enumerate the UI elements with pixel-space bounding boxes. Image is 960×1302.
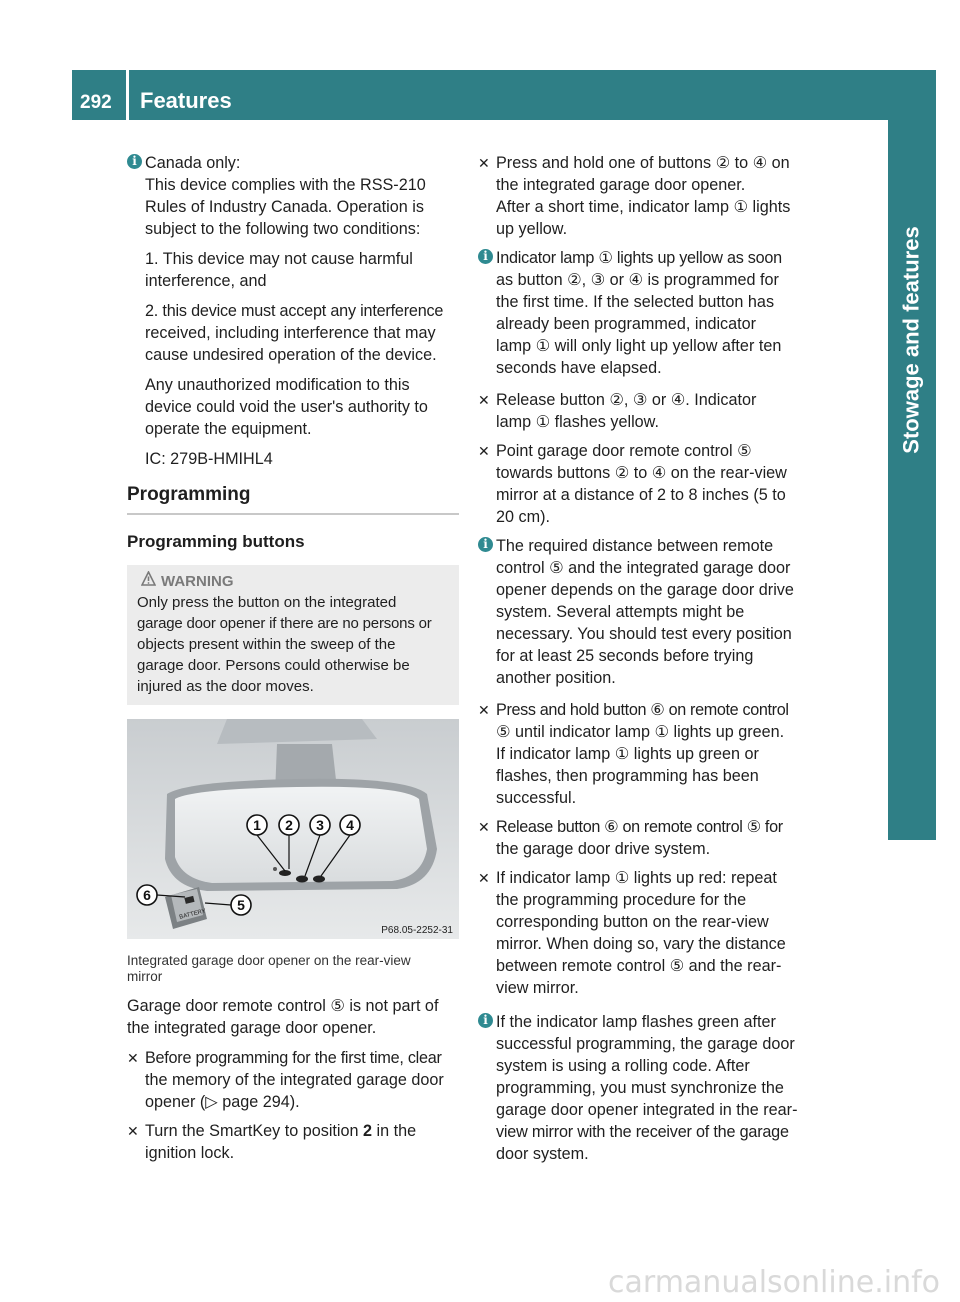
right-column — [478, 152, 810, 1175]
text-line: view mirror with the receiver of the garage — [496, 1123, 789, 1141]
text-line: This device complies with the RSS-210 — [145, 176, 426, 194]
text-line: programming, you must synchronize the — [496, 1079, 784, 1097]
text-line: opener depends on the garage door drive — [496, 581, 794, 599]
text-line: corresponding button on the rear-view — [496, 913, 769, 931]
step-arrow-icon: ✕ — [478, 392, 490, 408]
text-line: another position. — [496, 669, 616, 687]
text-line: door system. — [496, 1145, 589, 1163]
callout-4: 4 — [346, 817, 354, 833]
text-line: Release button ②, ③ or ④. Indicator — [496, 391, 757, 409]
step-arrow-icon: ✕ — [478, 702, 490, 718]
text-line: Press and hold one of buttons ② to ④ on — [496, 154, 790, 172]
text-line: for at least 25 seconds before trying — [496, 647, 754, 665]
section-title: Features — [140, 88, 232, 113]
step-release-remote — [478, 816, 810, 860]
callout-1: 1 — [253, 817, 261, 833]
step-press-hold — [478, 152, 810, 240]
text-line: Indicator lamp ① lights up yellow as soon — [496, 249, 782, 267]
step-point-remote — [478, 440, 810, 528]
callout-2: 2 — [285, 817, 293, 833]
page-link[interactable]: opener (▷ page 294). — [145, 1093, 300, 1111]
ic-number: IC: 279B-HMIHL4 — [145, 450, 273, 468]
text-line: If indicator lamp ① lights up red: repeat — [496, 869, 777, 887]
text-line: necessary. You should test every position — [496, 625, 792, 643]
text-line: the programming procedure for the — [496, 891, 747, 909]
step-arrow-icon: ✕ — [478, 819, 490, 835]
callout-5: 5 — [237, 897, 245, 913]
info-icon: i — [478, 537, 493, 552]
text-line: If indicator lamp ① lights up green or — [496, 745, 759, 763]
text-line: mirror at a distance of 2 to 8 inches (5 to — [496, 486, 786, 504]
text-line: If the indicator lamp flashes green after — [496, 1013, 776, 1031]
mirror-illustration — [127, 719, 459, 939]
text-line: towards buttons ② to ④ on the rear-view — [496, 464, 787, 482]
text-line: successful programming, the garage door — [496, 1035, 795, 1053]
text-line: 20 cm). — [496, 508, 550, 526]
step-arrow-icon: ✕ — [127, 1050, 139, 1066]
figure-caption — [127, 953, 459, 985]
text-line: Garage door remote control ⑤ is not part of — [127, 997, 439, 1015]
text-line: subject to the following two conditions: — [145, 220, 421, 238]
text-line: system. Several attempts might be — [496, 603, 745, 621]
text-line: Release button ⑥ on remote control ⑤ for — [496, 818, 783, 836]
canada-note — [127, 152, 459, 470]
text-line: garage door opener integrated in the rear- — [496, 1101, 798, 1119]
text-line: up yellow. — [496, 220, 568, 238]
text-line: the first time. If the selected button has — [496, 293, 775, 311]
step-press-remote — [478, 699, 810, 809]
info-icon: i — [127, 154, 142, 169]
heading-programming-buttons: Programming buttons — [127, 532, 305, 551]
figure-code: P68.05-2252-31 — [381, 925, 453, 936]
caption-line: Integrated garage door opener on the rear-view — [127, 953, 411, 968]
text-line: successful. — [496, 789, 577, 807]
page-number: 292 — [80, 92, 112, 113]
side-tab-label: Stowage and features — [899, 226, 925, 454]
text-line: the integrated garage door opener. — [127, 1019, 377, 1037]
mirror-figure — [127, 719, 459, 939]
text-line: view mirror. — [496, 979, 579, 997]
note-indicator-yellow — [478, 247, 810, 379]
text-line: Canada only: — [145, 154, 241, 172]
warning-line: Only press the button on the integrated — [137, 594, 397, 611]
text-line: Point garage door remote control ⑤ — [496, 442, 752, 460]
text-line: Rules of Industry Canada. Operation is — [145, 198, 424, 216]
info-icon: i — [478, 1013, 493, 1028]
step-arrow-icon: ✕ — [127, 1123, 139, 1139]
step-smartkey — [127, 1120, 459, 1164]
warning-line: injured as the door moves. — [137, 678, 314, 695]
text-line: 1. This device may not cause harmful — [145, 250, 413, 268]
text-line: The required distance between remote — [496, 537, 774, 555]
text-fragment: in the — [372, 1122, 417, 1140]
step-arrow-icon: ✕ — [478, 155, 490, 171]
text-line: Press and hold button ⑥ on remote control — [496, 701, 789, 719]
warning-line: garage door. Persons could otherwise be — [137, 657, 410, 674]
text-line: system is using a rolling code. After — [496, 1057, 750, 1075]
header-divider — [126, 70, 129, 120]
text-line: flashes, then programming has been — [496, 767, 759, 785]
info-icon: i — [478, 249, 493, 264]
callout-6: 6 — [143, 887, 151, 903]
text-line: mirror. When doing so, vary the distance — [496, 935, 786, 953]
step-clear-memory — [127, 1047, 459, 1113]
text-line: lamp ① flashes yellow. — [496, 413, 659, 431]
text-line: lamp ① will only light up yellow after ten — [496, 337, 782, 355]
text-line: the garage door drive system. — [496, 840, 711, 858]
note-rolling-code — [478, 1011, 810, 1165]
text-line: cause undesired operation of the device. — [145, 346, 437, 364]
step-release-button — [478, 389, 810, 433]
text-line: interference, and — [145, 272, 267, 290]
text-line: seconds have elapsed. — [496, 359, 662, 377]
watermark: carmanualsonline.info — [608, 1265, 940, 1300]
warning-line: garage door opener if there are no persons or — [137, 615, 432, 632]
left-column — [127, 152, 459, 1171]
callout-3: 3 — [316, 817, 324, 833]
warning-triangle-icon — [141, 571, 156, 592]
position-number: 2 — [363, 1122, 373, 1140]
text-line: 2. this device must accept any interference — [145, 302, 444, 320]
text-fragment: Turn the SmartKey to position — [145, 1122, 364, 1140]
text-line: the integrated garage door opener. — [496, 176, 746, 194]
side-tab-label-wrap — [886, 70, 938, 610]
step-arrow-icon: ✕ — [478, 443, 490, 459]
text-line: between remote control ⑤ and the rear- — [496, 957, 782, 975]
text-line: ⑤ until indicator lamp ① lights up green. — [496, 723, 785, 741]
step-red-lamp — [478, 867, 810, 999]
remote-paragraph — [127, 995, 459, 1039]
text-line: already been programmed, indicator — [496, 315, 757, 333]
text-line: the memory of the integrated garage door — [145, 1071, 444, 1089]
text-line: operate the equipment. — [145, 420, 312, 438]
battery-text: BATTERY — [178, 908, 207, 921]
caption-line: mirror — [127, 969, 163, 984]
heading-programming: Programming — [127, 484, 459, 515]
text-line: as button ②, ③ or ④ is programmed for — [496, 271, 779, 289]
text-line: device could void the user's authority to — [145, 398, 428, 416]
text-line: received, including interference that may — [145, 324, 436, 342]
warning-line: objects present within the sweep of the — [137, 636, 396, 653]
warning-box — [127, 565, 459, 705]
step-arrow-icon: ✕ — [478, 870, 490, 886]
warning-title — [137, 571, 449, 592]
text-line: Before programming for the first time, clear — [145, 1049, 442, 1067]
text-line: control ⑤ and the integrated garage door — [496, 559, 791, 577]
text-line: After a short time, indicator lamp ① lights — [496, 198, 791, 216]
note-distance — [478, 535, 810, 689]
text-line: ignition lock. — [145, 1144, 235, 1162]
text-line: Any unauthorized modification to this — [145, 376, 410, 394]
warning-title-text: WARNING — [161, 573, 234, 590]
